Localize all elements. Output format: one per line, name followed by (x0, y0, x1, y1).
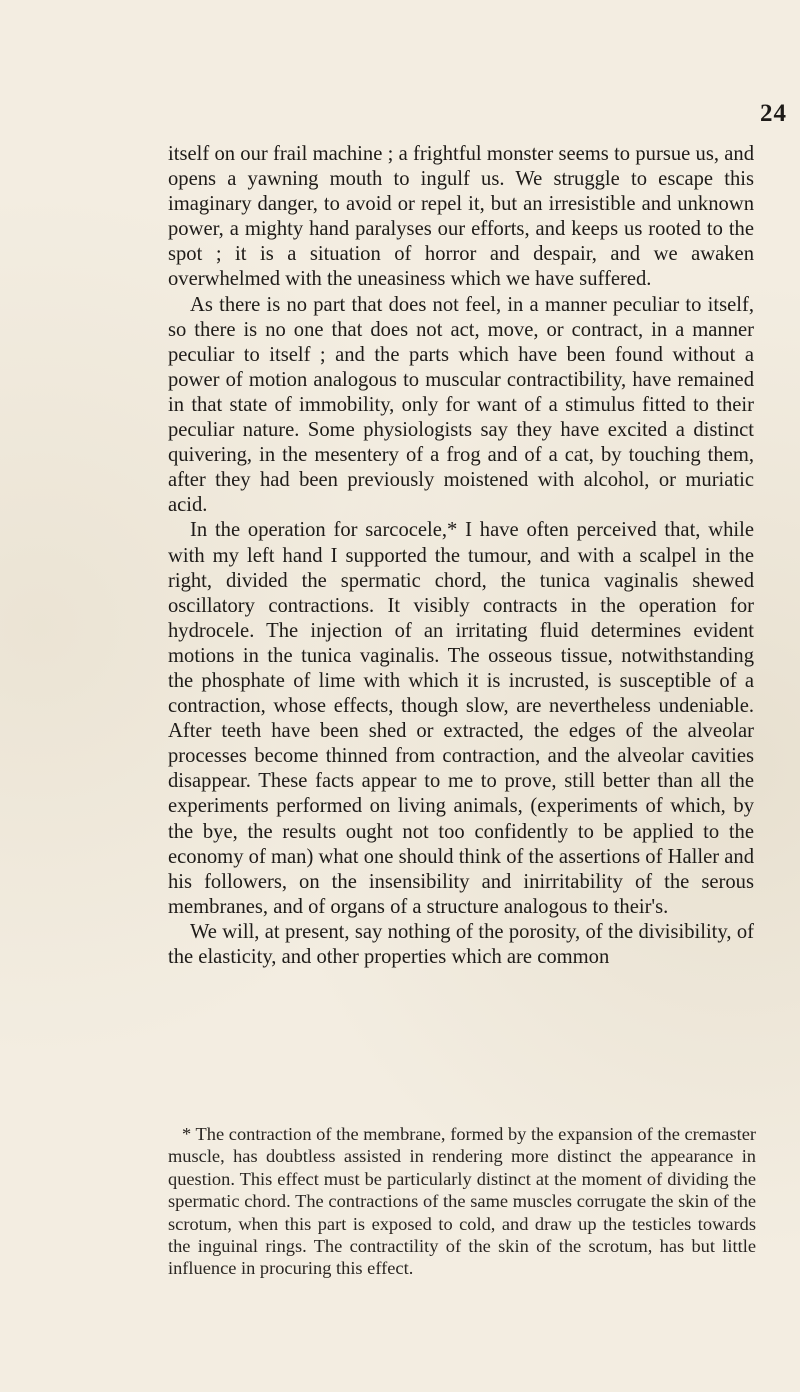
paragraph: In the operation for sarcocele,* I have often perceived that, while with my left hand I supported the tumour, and with a scalpel in the right, divided the spermatic chord, the tunica vaginalis shewed oscillatory contractions. It visibly contracts in the operation for hydrocele. The injection of an irritating fluid determines evident motions in the tunica vaginalis. The osseous tissue, notwithstanding the phosphate of lime with which it is incrusted, is susceptible of a contraction, whose effects, though slow, are nevertheless undeniable. After teeth have been shed or extracted, the edges of the alveolar processes become thinned from contraction, and the alveolar cavities disappear. These facts appear to me to prove, still better than all the experiments performed on living animals, (experiments of which, by the bye, the results ought not too confidently to be applied to the economy of man) what one should think of the assertions of Haller and his followers, on the insensibility and inirritability of the serous membranes, and of organs of a structure analogous to their's. (168, 519, 754, 918)
page-number: 24 (760, 100, 787, 127)
paragraph: itself on our frail machine ; a frightful monster seems to pursue us, and opens a yawning mouth to ingulf us. We struggle to escape this imaginary danger, to avoid or repel it, but an irresistible and unknown power, a mighty hand paralyses our efforts, and keeps us rooted to the spot ; it is a situation of horror and despair, and we awaken overwhelmed with the uneasiness which we have suffered. (168, 143, 754, 291)
footnote (168, 1123, 756, 1280)
main-text (168, 142, 754, 970)
paragraph: As there is no part that does not feel, in a manner peculiar to itself, so there is no one that does not act, move, or contract, in a manner peculiar to itself ; and the parts which have been found without a power of motion analogous to muscular contractibility, have remained in that state of immobility, only for want of a stimulus fitted to their peculiar nature. Some physiologists say they have excited a distinct quivering, in the mesentery of a frog and of a cat, by touching them, after they had been previously moistened with alcohol, or muriatic acid. (168, 293, 754, 517)
paragraph: We will, at present, say nothing of the porosity, of the divisibility, of the elasticity, and other properties which are common (168, 920, 754, 968)
footnote-text: * The contraction of the membrane, formed by the expansion of the cremaster muscle, has doubtless assisted in rendering more distinct the appearance in question. This effect must be particularly distinct at the moment of dividing the spermatic chord. The contractions of the same muscles corrugate the skin of the scrotum, when this part is exposed to cold, and draw up the testicles towards the inguinal rings. The contractility of the skin of the scrotum, has but little influence in procuring this effect. (168, 1124, 756, 1279)
